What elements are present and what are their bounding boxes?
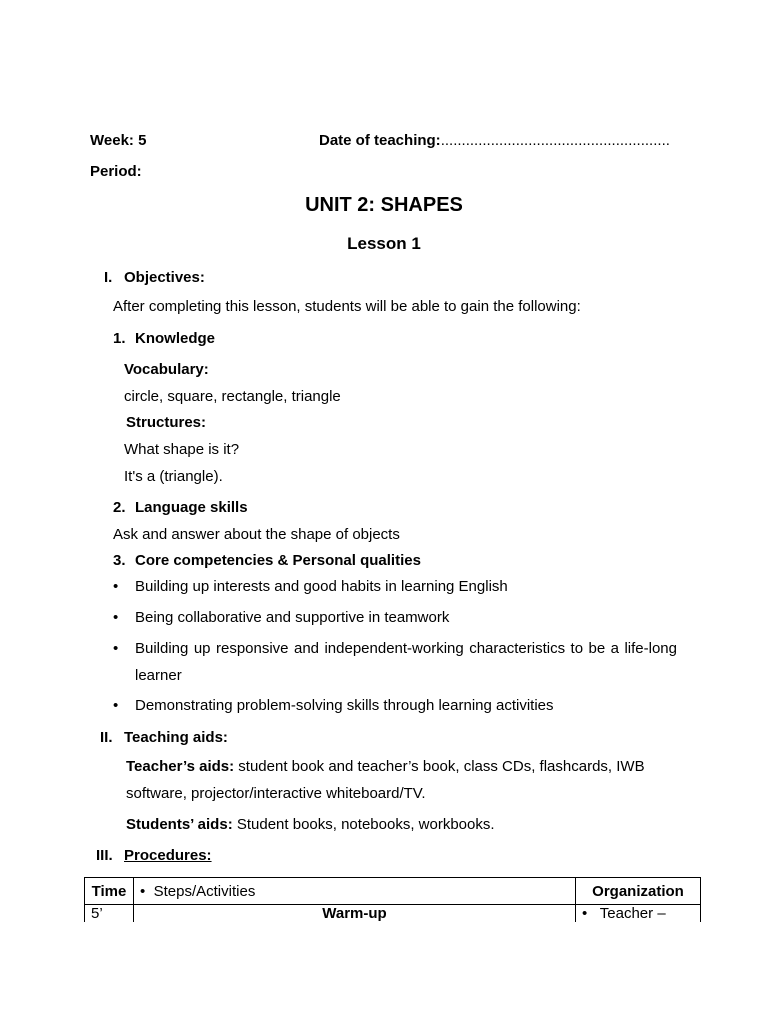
core-item-2: Being collaborative and supportive in teamwork — [135, 609, 450, 626]
structure-2: It's a (triangle). — [124, 468, 223, 485]
core-item-4: Demonstrating problem-solving skills through learning activities — [135, 697, 554, 714]
language-num: 2. — [113, 499, 126, 516]
knowledge-num: 1. — [113, 330, 126, 347]
procedures-table — [84, 877, 701, 922]
teachers-aids-text: student book and teacher’s book, class CDs, flashcards, IWB software, projector/interactive whiteboard/TV. — [126, 758, 645, 802]
lesson-title: Lesson 1 — [347, 234, 421, 253]
unit-title: UNIT 2: SHAPES — [305, 194, 463, 216]
teaching-aids-heading: Teaching aids: — [124, 729, 228, 746]
core-item-3: Building up responsive and independent-working characteristics to be a life-long learner — [135, 640, 677, 684]
row-organization — [576, 905, 701, 923]
section-num-objectives: I. — [104, 269, 113, 286]
vocabulary-list: circle, square, rectangle, triangle — [124, 388, 341, 405]
language-heading: Language skills — [135, 499, 248, 516]
teachers-aids-label: Teacher’s aids: — [126, 758, 235, 775]
knowledge-heading: Knowledge — [135, 330, 216, 347]
row-organization-text: Teacher – — [599, 905, 666, 922]
bullet-symbol: • — [113, 609, 119, 626]
header-organization: Organization — [576, 878, 701, 905]
page-bottom-blank — [0, 922, 768, 1024]
date-of-teaching — [319, 132, 670, 150]
period-label: Period: — [90, 163, 142, 180]
procedures-heading: Procedures: — [124, 847, 212, 864]
core-heading: Core competencies & Personal qualities — [135, 552, 421, 569]
vocabulary-heading: Vocabulary: — [124, 361, 209, 378]
bullet-symbol: • — [113, 697, 119, 714]
students-aids — [126, 816, 495, 834]
students-aids-label: Students’ aids: — [126, 816, 233, 833]
row-steps: Warm-up — [134, 905, 576, 923]
bullet-symbol: • — [140, 882, 146, 900]
week-label: Week: 5 — [90, 132, 147, 149]
objectives-intro: After completing this lesson, students will be able to gain the following: — [113, 298, 581, 315]
date-dots: ....................................................... — [440, 132, 670, 149]
students-aids-text: Student books, notebooks, workbooks. — [232, 816, 495, 833]
objectives-heading: Objectives: — [124, 269, 205, 286]
header-steps-label: Steps/Activities — [153, 882, 256, 900]
language-text: Ask and answer about the shape of objects — [113, 526, 400, 543]
row-time: 5’ — [85, 905, 134, 923]
table-row — [85, 905, 701, 923]
teachers-aids — [126, 753, 678, 807]
structure-1: What shape is it? — [124, 441, 240, 458]
bullet-symbol: • — [113, 578, 119, 595]
section-num-teaching-aids: II. — [100, 729, 113, 746]
bullet-symbol: • — [582, 905, 588, 922]
header-steps — [134, 878, 576, 905]
date-label: Date of teaching: — [319, 132, 441, 149]
structures-heading: Structures: — [126, 414, 207, 431]
section-num-procedures: III. — [96, 847, 113, 864]
table-header-row — [85, 878, 701, 905]
core-item-1: Building up interests and good habits in learning English — [135, 578, 508, 595]
header-time: Time — [85, 878, 134, 905]
core-num: 3. — [113, 552, 126, 569]
bullet-symbol: • — [113, 640, 119, 657]
